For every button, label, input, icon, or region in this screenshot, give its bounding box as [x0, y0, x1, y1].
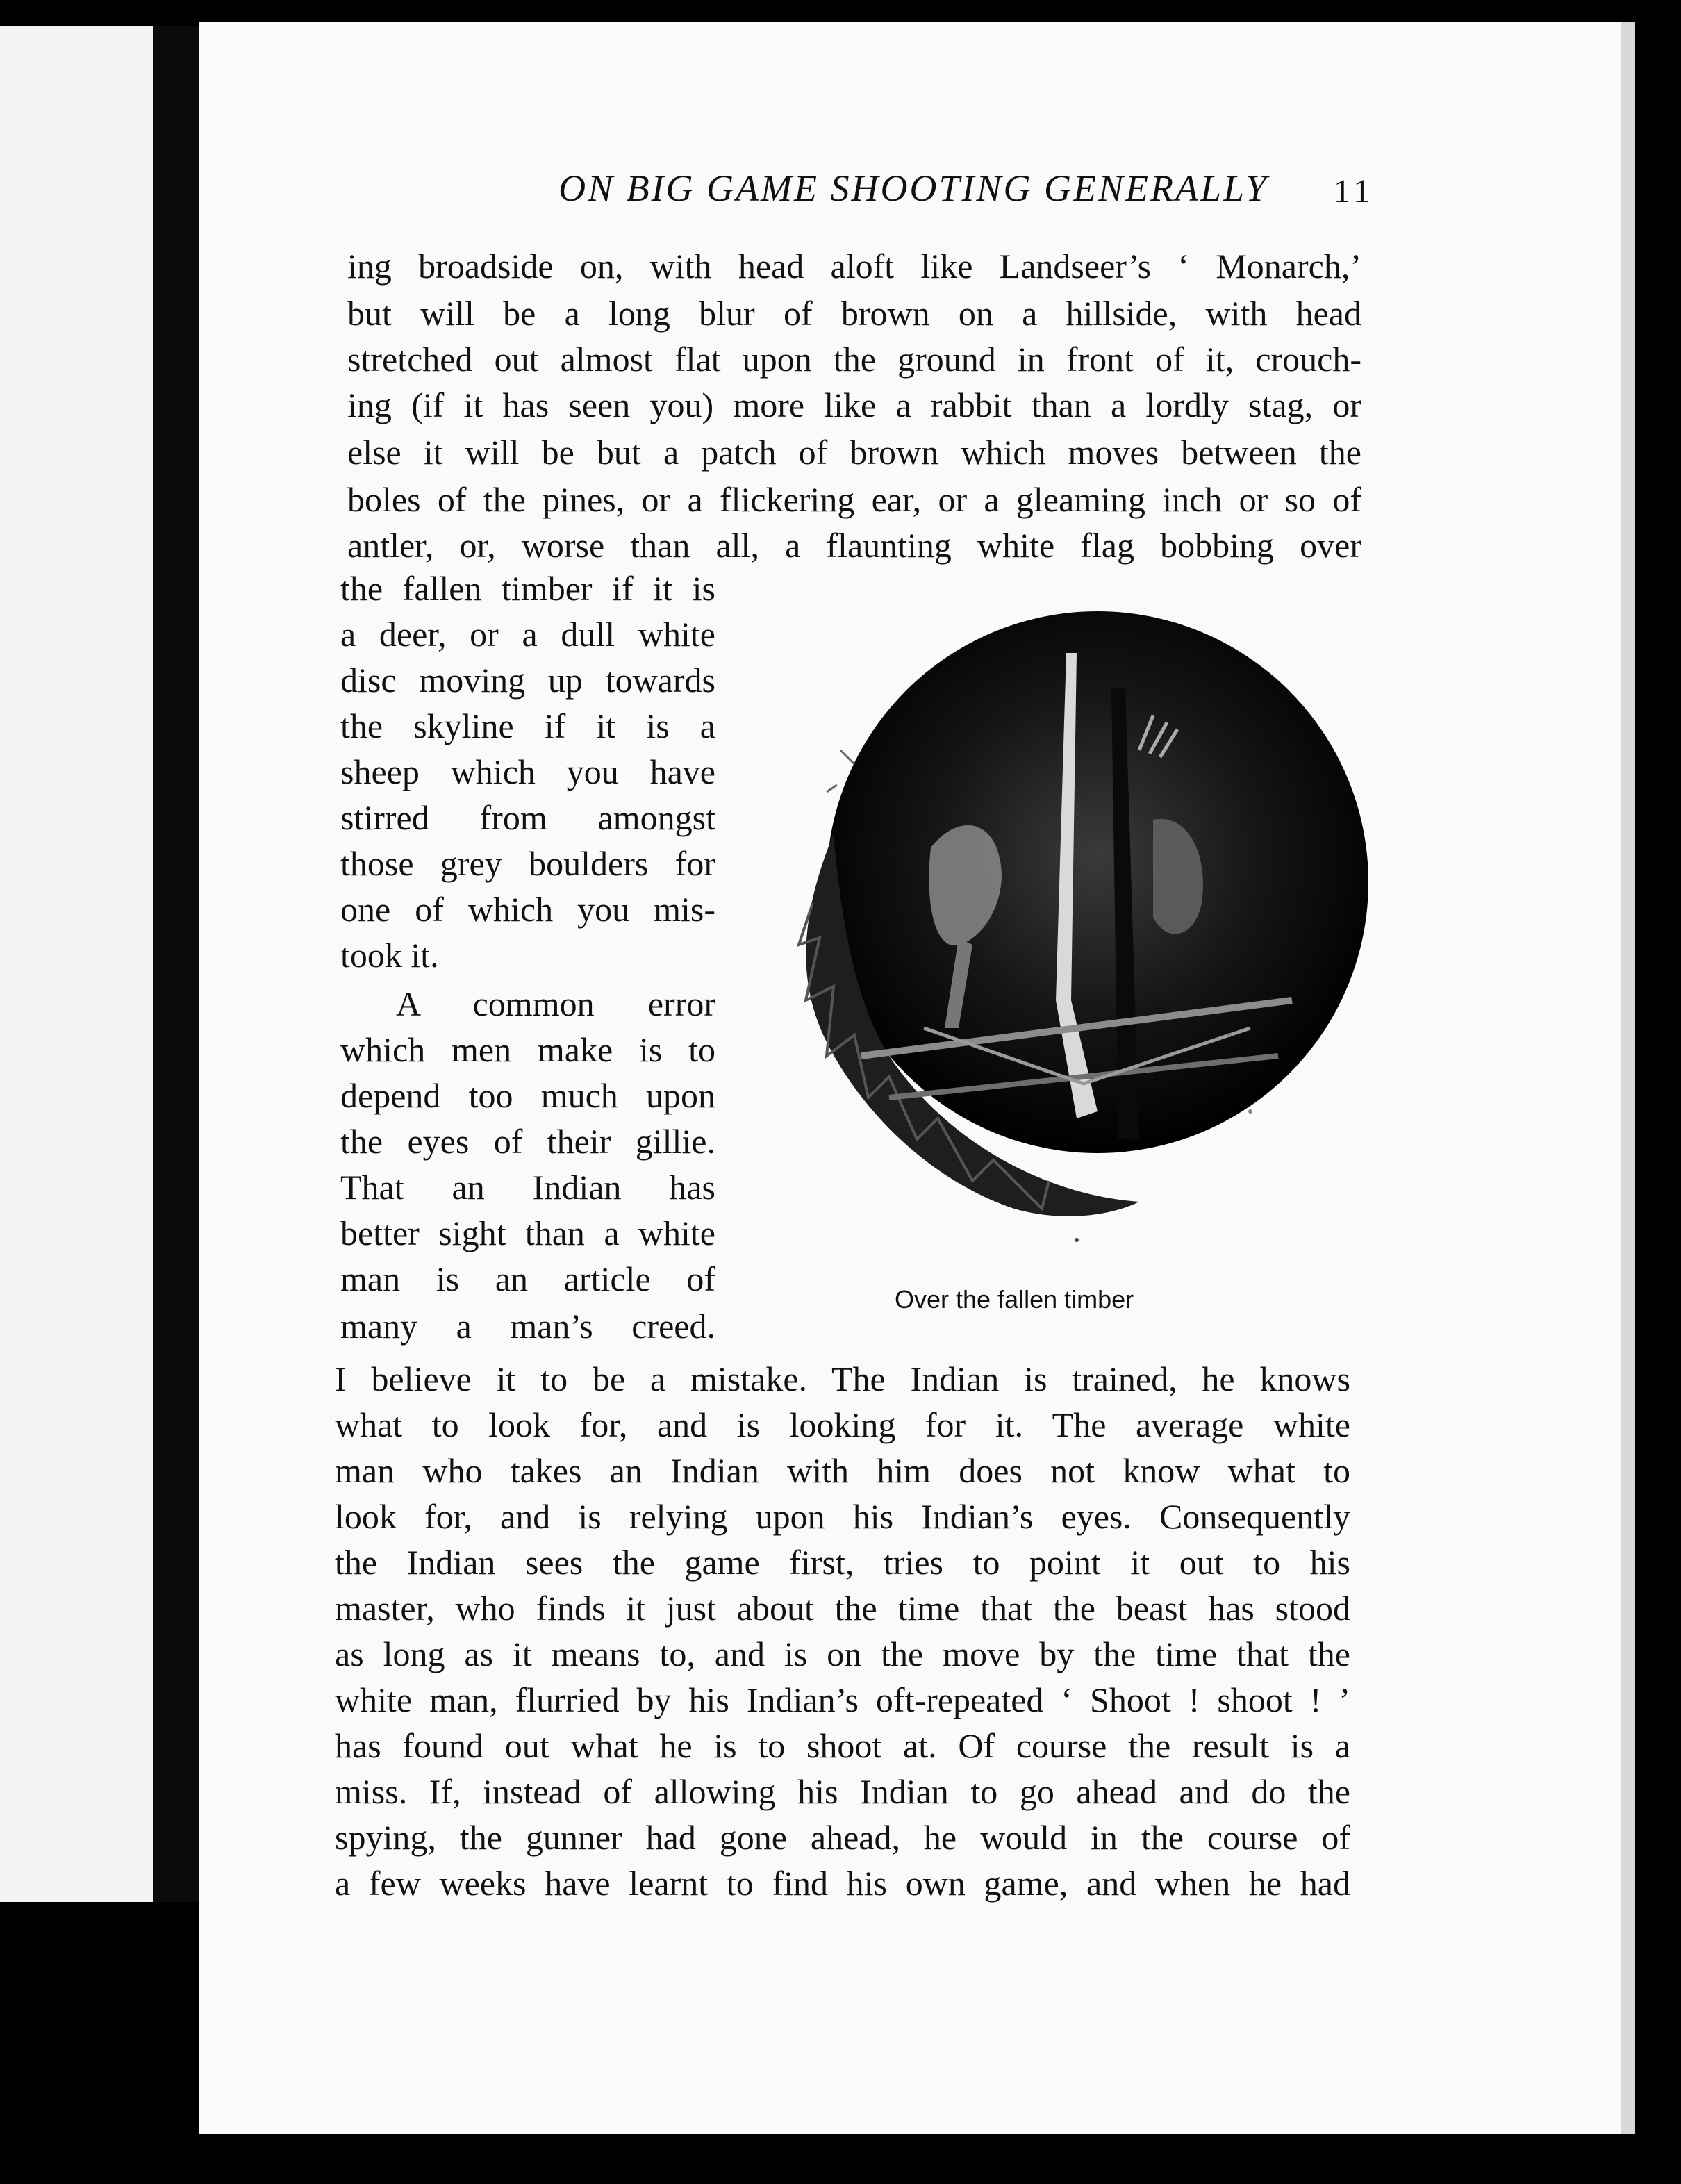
paragraph-start-line: A common error [396, 984, 715, 1023]
text-line: many a man’s creed. [340, 1307, 715, 1346]
text-line: the eyes of their gillie. [340, 1122, 715, 1161]
text-line: boles of the pines, or a flickering ear, or a gleaming inch or so of [347, 480, 1361, 519]
text-line: master, who finds it just about the time that the beast has stood [335, 1589, 1350, 1628]
text-line: the Indian sees the game first, tries to point it out to his [335, 1543, 1350, 1582]
text-line: sheep which you have [340, 752, 715, 791]
text-line: look for, and is relying upon his Indian’s eyes. Consequently [335, 1497, 1350, 1536]
text-line: one of which you mis- [340, 890, 715, 929]
text-line: better sight than a white [340, 1214, 715, 1252]
text-line: else it will be but a patch of brown which moves between the [347, 433, 1361, 472]
text-line: which men make is to [340, 1030, 715, 1069]
text-line: depend too much upon [340, 1076, 715, 1115]
fallen-timber-illustration [750, 611, 1375, 1250]
text-line: man is an article of [340, 1259, 715, 1298]
text-line: stretched out almost flat upon the ground in front of it, crouch- [347, 340, 1361, 379]
text-line: what to look for, and is looking for it. The average white [335, 1405, 1350, 1444]
facing-page [0, 26, 153, 1902]
page-number: 11 [1334, 173, 1375, 210]
text-line: the skyline if it is a [340, 706, 715, 745]
text-line: a deer, or a dull white [340, 615, 715, 654]
text-line: I believe it to be a mistake. The Indian is trained, he knows [335, 1359, 1350, 1398]
text-line: has found out what he is to shoot at. Of course the result is a [335, 1726, 1350, 1765]
illustration-caption: Over the fallen timber [895, 1285, 1134, 1314]
text-line: took it. [340, 936, 439, 975]
text-line: the fallen timber if it is [340, 569, 715, 608]
text-line: That an Indian has [340, 1168, 715, 1207]
text-line: disc moving up towards [340, 661, 715, 700]
text-line: white man, flurried by his Indian’s oft-repeated ‘ Shoot ! shoot ! ’ [335, 1680, 1350, 1719]
text-line: those grey boulders for [340, 844, 715, 883]
text-line: as long as it means to, and is on the move by the time that the [335, 1635, 1350, 1673]
text-line: ing (if it has seen you) more like a rabbit than a lordly stag, or [347, 386, 1361, 424]
book-gutter [153, 26, 199, 1902]
text-line: antler, or, worse than all, a flaunting white flag bobbing over [347, 526, 1361, 565]
text-line: but will be a long blur of brown on a hillside, with head [347, 294, 1361, 333]
text-line: stirred from amongst [340, 798, 715, 837]
text-line: spying, the gunner had gone ahead, he would in the course of [335, 1818, 1350, 1857]
page-edge-shadow [1621, 22, 1635, 2134]
running-title: ON BIG GAME SHOOTING GENERALLY [558, 167, 1268, 209]
text-line: ing broadside on, with head aloft like Landseer’s ‘ Monarch,’ [347, 247, 1361, 286]
text-line: miss. If, instead of allowing his Indian to go ahead and do the [335, 1772, 1350, 1811]
text-line: a few weeks have learnt to find his own game, and when he had [335, 1864, 1350, 1903]
text-line: man who takes an Indian with him does not know what to [335, 1451, 1350, 1490]
